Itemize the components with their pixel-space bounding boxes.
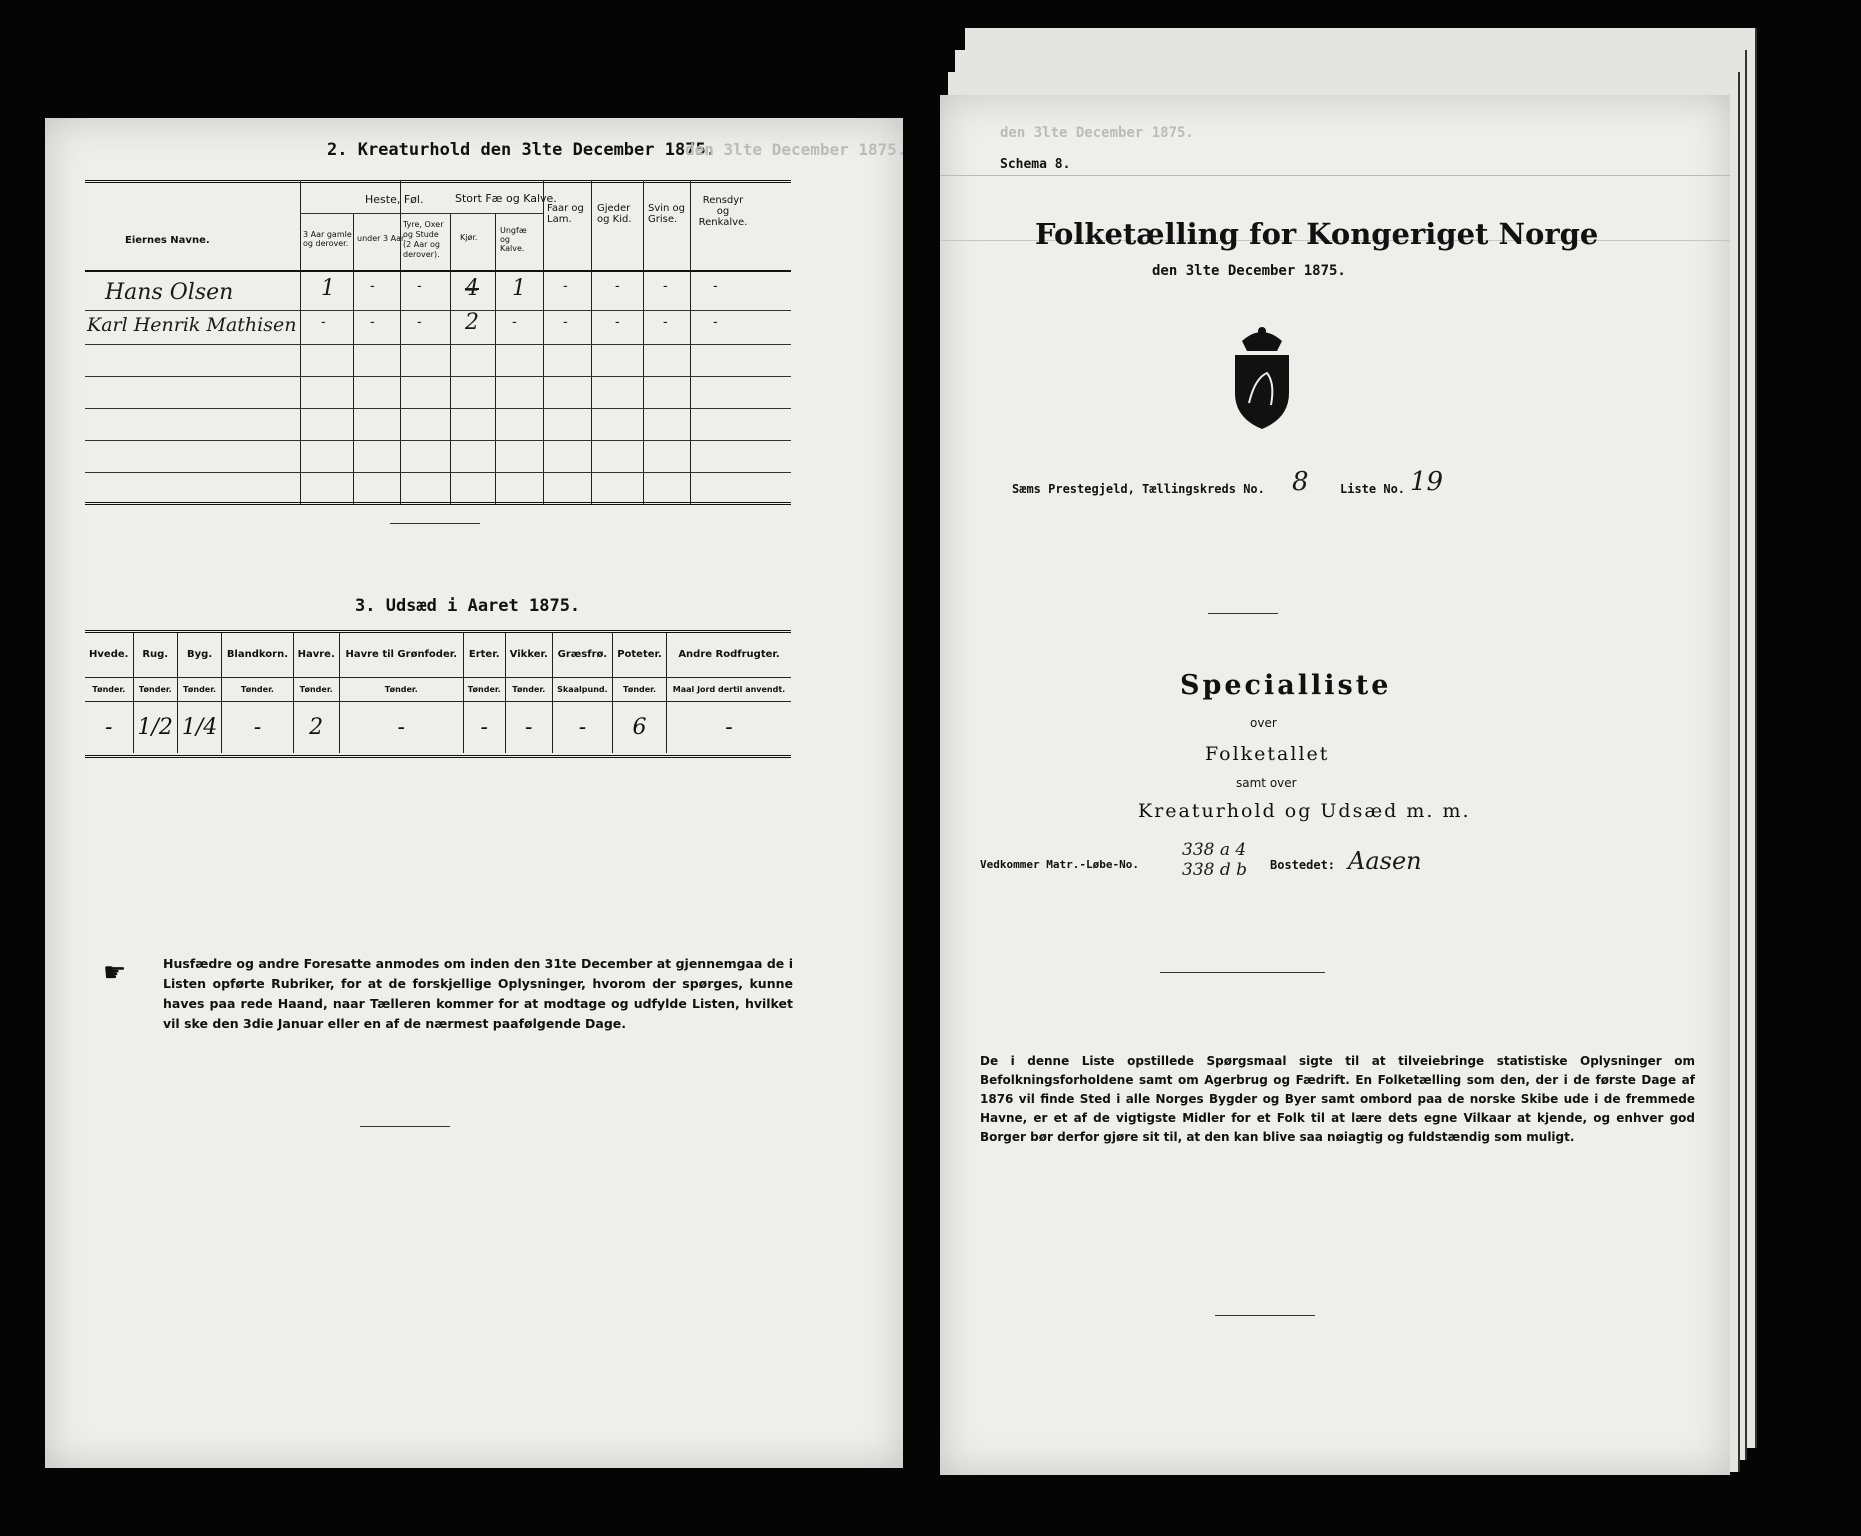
young-cattle-value: - <box>512 314 517 330</box>
horses-a-header: 3 Aar gamle og derover. <box>303 230 352 248</box>
separator-rule <box>1160 972 1325 973</box>
sowing-value: - <box>105 714 113 740</box>
separator-rule <box>390 523 480 524</box>
sowing-col-unit: Tønder. <box>133 677 177 701</box>
sowing-col-header: Græsfrø. <box>552 633 612 677</box>
t2-col-line <box>643 180 644 504</box>
sowing-col-unit: Tønder. <box>505 677 552 701</box>
t2-row-line <box>85 408 791 409</box>
horses-header: Heste, Føl. <box>365 193 424 206</box>
matr-label: Vedkommer Matr.-Løbe-No. <box>980 858 1139 871</box>
t2-header-bottom <box>85 270 791 272</box>
cattle-header: Stort Fæ og Kalve. <box>455 192 557 205</box>
sowing-col-header: Rug. <box>133 633 177 677</box>
sowing-col-header: Hvede. <box>85 633 133 677</box>
left-page <box>45 118 907 1468</box>
horses-under3-value: - <box>370 314 375 330</box>
schema-label: Schema 8. <box>1000 157 1071 172</box>
pigs-value: - <box>663 278 668 294</box>
pigs-value: - <box>663 314 668 330</box>
sowing-value: - <box>339 701 463 753</box>
faint-table-rule <box>940 175 1730 176</box>
sowing-table <box>85 633 791 753</box>
oxen-value: - <box>417 278 422 294</box>
t2-col-line <box>353 213 354 504</box>
right-page <box>940 95 1730 1475</box>
horses-3yr-value: - <box>321 314 326 330</box>
matr-value-1: 338 a 4 <box>1182 840 1247 860</box>
samt-over-text: samt over <box>1236 776 1297 790</box>
sowing-col-header: Erter. <box>463 633 505 677</box>
t2-row-line <box>85 376 791 377</box>
matr-value-2: 338 d b <box>1182 860 1248 880</box>
sowing-col-unit: Tønder. <box>85 677 133 701</box>
horses-3yr-value: 1 <box>321 276 335 301</box>
cattle-c-header: Ungfæ og Kalve. <box>500 226 527 253</box>
t2-row-line <box>85 472 791 473</box>
cows-value: 4 <box>465 276 479 301</box>
cattle-a-header: Tyre, Oxer og Stude (2 Aar og derover). <box>403 220 444 259</box>
bleed-through-text: den 3lte December 1875. <box>685 140 907 159</box>
bosted-label: Bostedet: <box>1270 858 1336 872</box>
cattle-b-header: Kjør. <box>460 233 478 242</box>
table2-bottom-rule <box>85 502 791 505</box>
sheep-value: - <box>563 278 568 294</box>
sowing-col-unit: Tønder. <box>177 677 221 701</box>
sheep-header: Faar og Lam. <box>547 203 584 225</box>
t2-col-line <box>690 180 691 504</box>
t2-col-line <box>400 180 401 504</box>
goats-header: Gjeder og Kid. <box>597 203 632 225</box>
sheep-value: - <box>563 314 568 330</box>
sowing-col-unit: Tønder. <box>463 677 505 701</box>
sowing-col-header: Vikker. <box>505 633 552 677</box>
sowing-col-unit: Tønder. <box>293 677 339 701</box>
t2-col-line <box>300 180 301 504</box>
owner-name: Karl Henrik Mathisen <box>87 314 297 336</box>
pigs-header: Svin og Grise. <box>648 203 686 225</box>
section3-title: 3. Udsæd i Aaret 1875. <box>355 596 581 616</box>
t2-row-line <box>85 310 791 311</box>
owner-name: Hans Olsen <box>105 280 234 305</box>
table3-bottom-rule <box>85 755 791 758</box>
sowing-col-header: Blandkorn. <box>222 633 293 677</box>
kreds-number: 8 <box>1292 467 1309 497</box>
young-cattle-value: 1 <box>512 276 526 301</box>
sowing-col-unit: Tønder. <box>222 677 293 701</box>
sowing-value: - <box>505 701 552 753</box>
sowing-col-unit: Skaalpund. <box>552 677 612 701</box>
kreaturhold-text: Kreaturhold og Udsæd m. m. <box>1138 800 1471 822</box>
goats-value: - <box>615 278 620 294</box>
coat-of-arms-icon <box>1227 323 1297 433</box>
t2-row-line <box>85 440 791 441</box>
pointing-hand-icon: ☛ <box>103 958 127 988</box>
special-title: Specialliste <box>1180 670 1392 701</box>
prestegjeld-label: Sæms Prestegjeld, Tællingskreds No. <box>1012 482 1265 496</box>
date-line: den 3lte December 1875. <box>1152 263 1346 279</box>
bosted-value: Aasen <box>1348 847 1422 875</box>
t2-row-line <box>85 344 791 345</box>
liste-label: Liste No. <box>1340 482 1406 496</box>
folketallet-text: Folketallet <box>1205 743 1330 765</box>
over-text: over <box>1250 716 1277 730</box>
reindeer-value: - <box>713 314 718 330</box>
sowing-value: 1/2 <box>133 701 177 753</box>
sowing-col-header: Andre Rodfrugter. <box>667 633 791 677</box>
sowing-value: 1/4 <box>177 701 221 753</box>
section2-title: 2. Kreaturhold den 3lte December 1875. <box>327 140 716 160</box>
t2-col-line <box>543 180 544 504</box>
bottom-rule <box>1215 1315 1315 1316</box>
notice-text: Husfædre og andre Foresatte anmodes om inden den 31te December at gjennemgaa de i Listen opførte Rubriker, for at de forskjellige Oplysninger, hvorom der spørges, kunne haves paa rede Haand, naar Tælleren kommer for at modtage og udfylde Listen, hvilket vil ske den 3die Januar eller en af de nærmest paafølgende Dage. <box>163 956 793 1031</box>
goats-value: - <box>615 314 620 330</box>
sowing-col-unit: Tønder. <box>613 677 667 701</box>
horses-b-header: under 3 Aar. <box>357 234 407 243</box>
liste-number: 19 <box>1410 467 1444 497</box>
sowing-value: 6 <box>613 701 667 753</box>
sowing-value: - <box>222 701 293 753</box>
t2-col-line <box>450 213 451 504</box>
t2-sub-rule <box>300 213 543 214</box>
sowing-col-unit: Tønder. <box>339 677 463 701</box>
sowing-value: - <box>463 701 505 753</box>
oxen-value: - <box>417 314 422 330</box>
sowing-col-unit: Maal Jord dertil anvendt. <box>667 677 791 701</box>
sowing-col-header: Havre. <box>293 633 339 677</box>
bleed-through-text: den 3lte December 1875. <box>1000 125 1194 141</box>
horses-under3-value: - <box>370 278 375 294</box>
sowing-value: - <box>667 701 791 753</box>
t2-col-line <box>591 180 592 504</box>
sowing-value: 2 <box>293 701 339 753</box>
table2-top-rule <box>85 180 791 183</box>
sowing-col-header: Havre til Grønfoder. <box>339 633 463 677</box>
main-title: Folketælling for Kongeriget Norge <box>1035 217 1599 251</box>
reindeer-header: Rensdyr og Renkalve. <box>698 195 748 228</box>
bottom-rule <box>360 1126 450 1127</box>
sowing-value: - <box>552 701 612 753</box>
reindeer-value: - <box>713 278 718 294</box>
sowing-col-header: Byg. <box>177 633 221 677</box>
sowing-col-header: Poteter. <box>613 633 667 677</box>
separator-rule <box>1208 613 1278 614</box>
t2-col-line <box>495 213 496 504</box>
intro-paragraph: De i denne Liste opstillede Spørgsmaal sigte til at tilveiebringe statistiske Oplysninger om Befolkningsforholdene samt om Agerbrug og Fædrift. En Folketælling som den, der i de første Dage af 1876 vil finde Sted i alle Norges Bygder og Byer samt ombord paa de norske Skibe ude i de fremmede Havne, er et af de vigtigste Midler for et Folk til at lære dets egne Vilkaar at kjende, og enhver god Borger bør derfor gjøre sit til, at den kan blive saa nøiagtig og fuldstændig som muligt. <box>980 1054 1695 1144</box>
owner-header: Eiernes Navne. <box>125 235 210 246</box>
cows-value: 2 <box>465 310 479 335</box>
